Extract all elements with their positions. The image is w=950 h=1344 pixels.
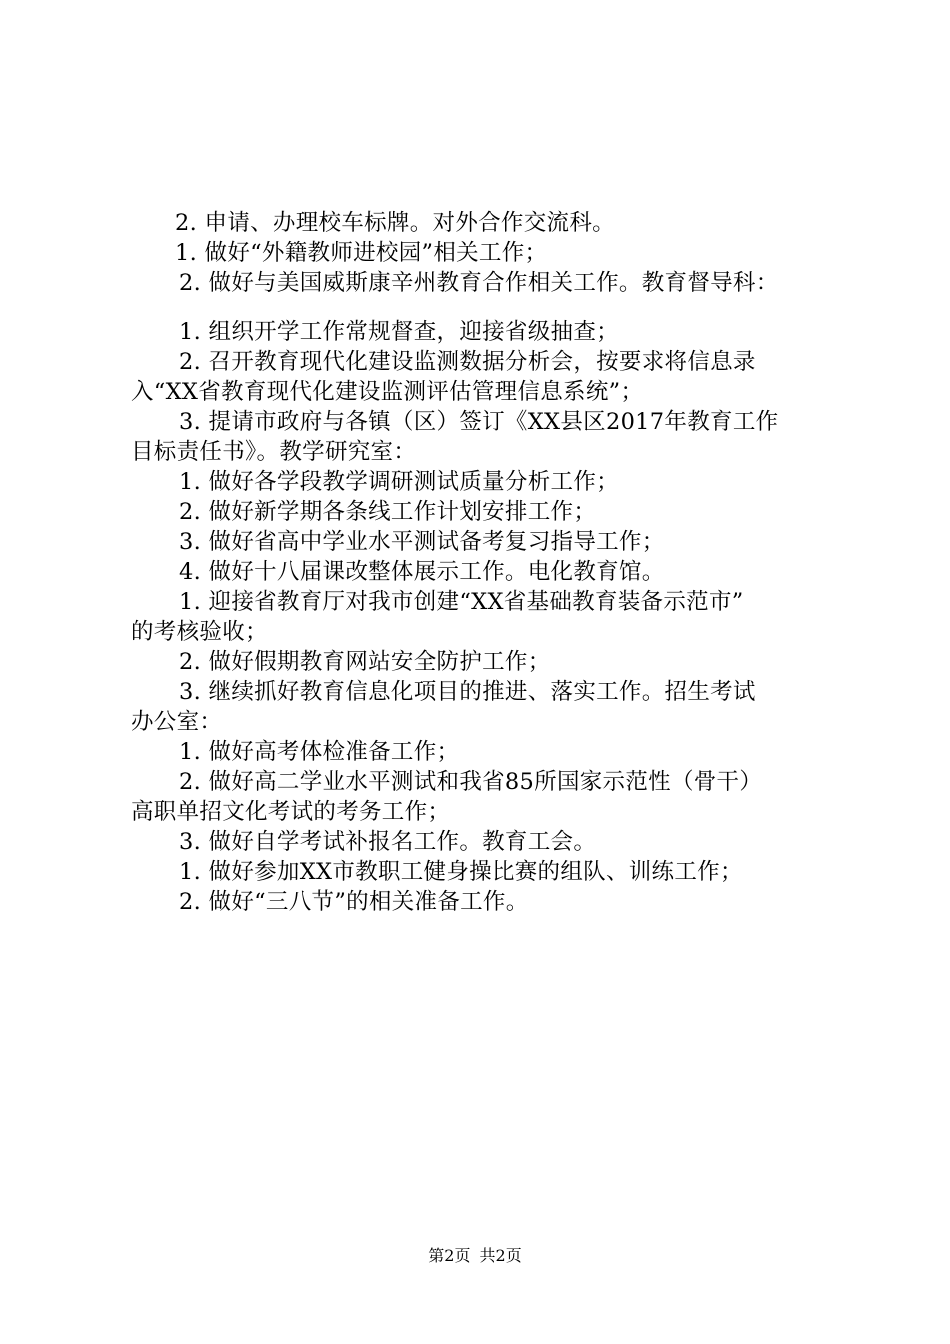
paragraph-line: 3. 做好自学考试补报名工作。教育工会。 [179, 829, 597, 855]
paragraph-line: 办公室： [131, 709, 223, 735]
page-number: 第2页 [428, 1246, 471, 1265]
paragraph-line: 1. 做好参加XX市教职工健身操比赛的组队、训练工作； [179, 859, 743, 885]
paragraph-line: 3. 做好省高中学业水平测试备考复习指导工作； [179, 529, 665, 555]
paragraph-line: 3. 提请市政府与各镇（区）签订《XX县区2017年教育工作 [179, 409, 779, 435]
paragraph-line: 高职单招文化考试的考务工作； [131, 799, 451, 825]
paragraph-line: 的考核验收； [131, 619, 268, 645]
paragraph-line: 2. 做好假期教育网站安全防护工作； [179, 649, 551, 675]
paragraph-line: 目标责任书》。教学研究室： [131, 439, 417, 465]
paragraph-line: 2. 做好与美国威斯康辛州教育合作相关工作。教育督导科： [179, 270, 779, 296]
document-body [131, 208, 841, 917]
paragraph-line: 1. 做好“外籍教师进校园”相关工作； [175, 240, 548, 266]
page-total: 共2页 [479, 1246, 522, 1265]
paragraph-line: 3. 继续抓好教育信息化项目的推进、落实工作。招生考试 [179, 679, 756, 705]
page-footer [0, 1246, 950, 1266]
paragraph-line: 2. 做好新学期各条线工作计划安排工作； [179, 499, 597, 525]
paragraph-line: 1. 组织开学工作常规督查，迎接省级抽查； [179, 319, 619, 345]
paragraph-line: 2. 做好高二学业水平测试和我省85所国家示范性（骨干） [179, 769, 763, 795]
paragraph-line: 2. 申请、办理校车标牌。对外合作交流科。 [175, 210, 615, 236]
paragraph-line: 2. 做好“三八节”的相关准备工作。 [179, 889, 529, 915]
paragraph-line: 入“XX省教育现代化建设监测评估管理信息系统”； [131, 379, 644, 405]
paragraph-line: 2. 召开教育现代化建设监测数据分析会，按要求将信息录 [179, 349, 756, 375]
paragraph-line: 4. 做好十八届课改整体展示工作。电化教育馆。 [179, 559, 665, 585]
paragraph-line: 1. 做好高考体检准备工作； [179, 739, 460, 765]
paragraph-gap [131, 298, 841, 317]
paragraph-line: 1. 迎接省教育厅对我市创建“XX省基础教育装备示范市” [179, 589, 744, 615]
paragraph-line: 1. 做好各学段教学调研测试质量分析工作； [179, 469, 619, 495]
